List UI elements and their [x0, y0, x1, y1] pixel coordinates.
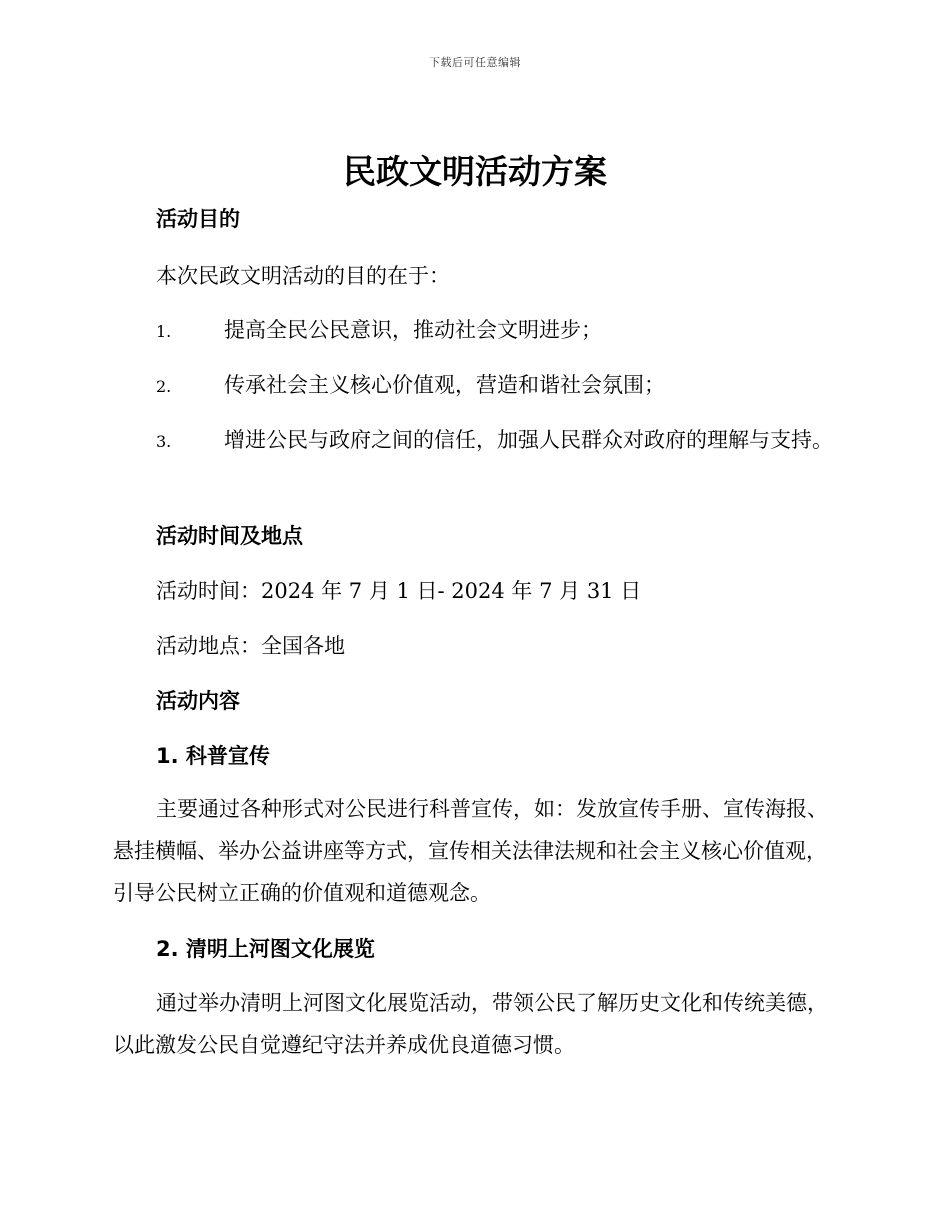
subheading-exhibition: 2. 清明上河图文化展览: [156, 937, 375, 961]
activity-place: 活动地点：全国各地: [156, 634, 345, 658]
page-header-note: 下载后可任意编辑: [429, 56, 521, 69]
purpose-intro: 本次民政文明活动的目的在于：: [156, 264, 450, 288]
list-item-text: 增进公民与政府之间的信任，加强人民群众对政府的理解与支持。: [224, 428, 833, 452]
document-title: 民政文明活动方案: [343, 152, 607, 191]
purpose-list-item: [113, 364, 843, 408]
exhibition-text: 通过举办清明上河图文化展览活动，带领公民了解历史文化和传统美德，以此激发公民自觉遵纪守法并养成优良道德习惯。: [113, 991, 828, 1057]
section-heading-purpose: 活动目的: [156, 207, 240, 231]
section-heading-content: 活动内容: [156, 689, 240, 713]
list-item-text: 提高全民公民意识，推动社会文明进步；: [224, 318, 602, 342]
purpose-list-item: [113, 419, 843, 463]
section-heading-time-place: 活动时间及地点: [156, 524, 303, 548]
subheading-science-publicity: 1. 科普宣传: [156, 744, 270, 768]
list-number: 3.: [156, 432, 172, 451]
list-number: 1.: [156, 322, 172, 341]
science-publicity-text: 主要通过各种形式对公民进行科普宣传，如：发放宣传手册、宣传海报、悬挂横幅、举办公益讲座等方式，宣传相关法律法规和社会主义核心价值观，引导公民树立正确的价值观和道德观念。: [113, 797, 828, 905]
purpose-list-item: [113, 309, 843, 353]
list-item-text: 传承社会主义核心价值观，营造和谐社会氛围；: [224, 373, 665, 397]
activity-time: 活动时间：2024 年 7 月 1 日- 2024 年 7 月 31 日: [156, 579, 642, 603]
list-number: 2.: [156, 377, 172, 396]
